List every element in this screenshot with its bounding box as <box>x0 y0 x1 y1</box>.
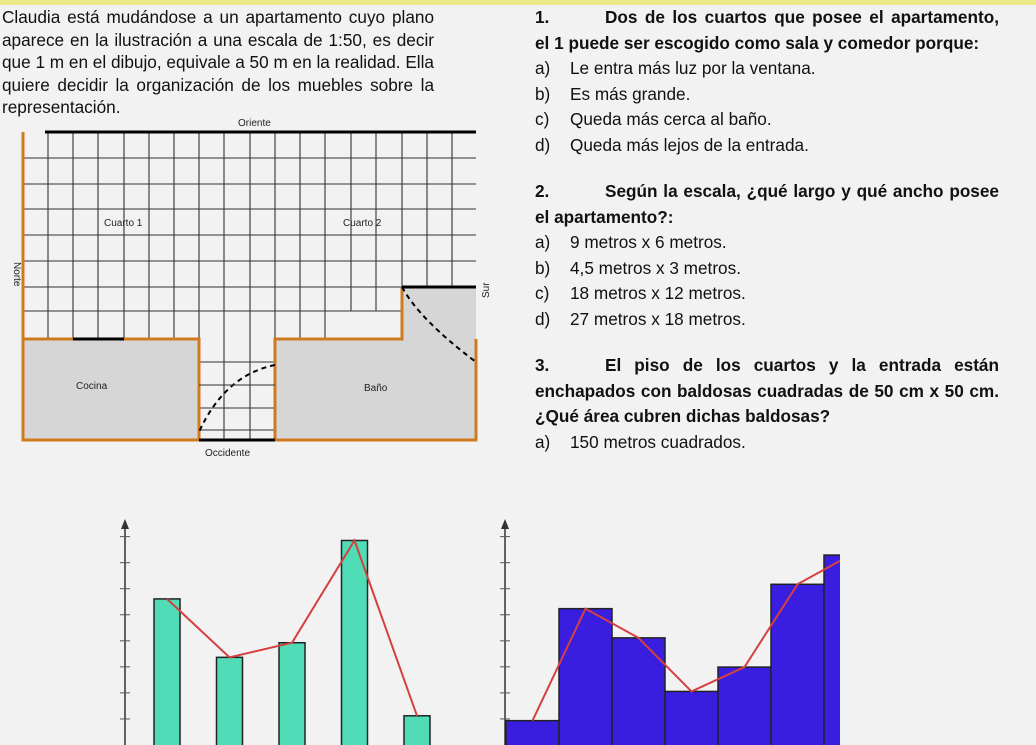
chart2-bar-5 <box>718 667 771 745</box>
question-2-option-c[interactable]: c) 18 metros x 12 metros. <box>535 283 746 303</box>
floor-plan <box>0 112 505 464</box>
question-1-option-b[interactable]: b) Es más grande. <box>535 83 691 104</box>
door-swing-2 <box>199 365 275 432</box>
question-1 <box>535 5 999 158</box>
chart1-bar-1 <box>154 599 180 745</box>
bar-line-chart-blue <box>480 515 840 745</box>
chart1-y-arrow <box>121 519 129 529</box>
question-2-option-b[interactable]: b) 4,5 metros x 3 metros. <box>535 257 741 278</box>
questions-column <box>535 5 999 455</box>
label-oriente: Oriente <box>238 118 271 129</box>
question-3-stem: 3. El piso de los cuartos y la entrada están enchapados con baldosas cuadradas de 50 cm x 50 cm. ¿Qué área cubren dichas baldosas? <box>535 355 999 426</box>
cocina-floor <box>23 339 199 439</box>
question-3-option-a[interactable]: a) 150 metros cuadrados. <box>535 431 746 452</box>
label-norte: Norte <box>11 262 22 287</box>
chart1-bar-5 <box>404 716 430 745</box>
chart2-bar-4 <box>665 691 718 745</box>
label-sur: Sur <box>481 282 492 298</box>
chart1-bar-2 <box>217 657 243 745</box>
chart1-bar-3 <box>279 643 305 745</box>
intro-paragraph: Claudia está mudándose a un apartamento cuyo plano aparece en la ilustración a una escala de 1:50, es decir que 1 m en el dibujo, equivale a 50 m en la realidad. Ella quiere decidir la organización de los muebles sobre la representación. <box>2 7 434 117</box>
question-2-option-a[interactable]: a) 9 metros x 6 metros. <box>535 232 727 252</box>
question-1-stem: 1. Dos de los cuartos que posee el apartamento, el 1 puede ser escogido como sala y comedor porque: <box>535 7 999 53</box>
chart2-y-arrow <box>501 519 509 529</box>
chart2-bar-7 <box>824 555 840 745</box>
room-cuarto-2: Cuarto 2 <box>343 218 382 229</box>
chart2-bar-1 <box>506 721 559 745</box>
question-1-option-a[interactable]: a) Le entra más luz por la ventana. <box>535 58 816 78</box>
chart2-bar-6 <box>771 584 824 745</box>
chart2-bar-3 <box>612 638 665 745</box>
question-3 <box>535 353 999 455</box>
question-1-option-d[interactable]: d) Queda más lejos de la entrada. <box>535 134 809 155</box>
chart2-bar-2 <box>559 609 612 745</box>
chart1-bar-4 <box>342 540 368 745</box>
question-2-option-d[interactable]: d) 27 metros x 18 metros. <box>535 308 746 329</box>
room-cocina: Cocina <box>76 381 108 392</box>
question-1-option-c[interactable]: c) Queda más cerca al baño. <box>535 109 772 129</box>
bar-line-chart-green <box>100 515 440 745</box>
room-cuarto-1: Cuarto 1 <box>104 218 143 229</box>
question-2 <box>535 179 999 332</box>
room-bano: Baño <box>364 383 388 394</box>
question-2-stem: 2. Según la escala, ¿qué largo y qué ancho posee el apartamento?: <box>535 181 999 227</box>
label-occidente: Occidente <box>205 448 251 459</box>
